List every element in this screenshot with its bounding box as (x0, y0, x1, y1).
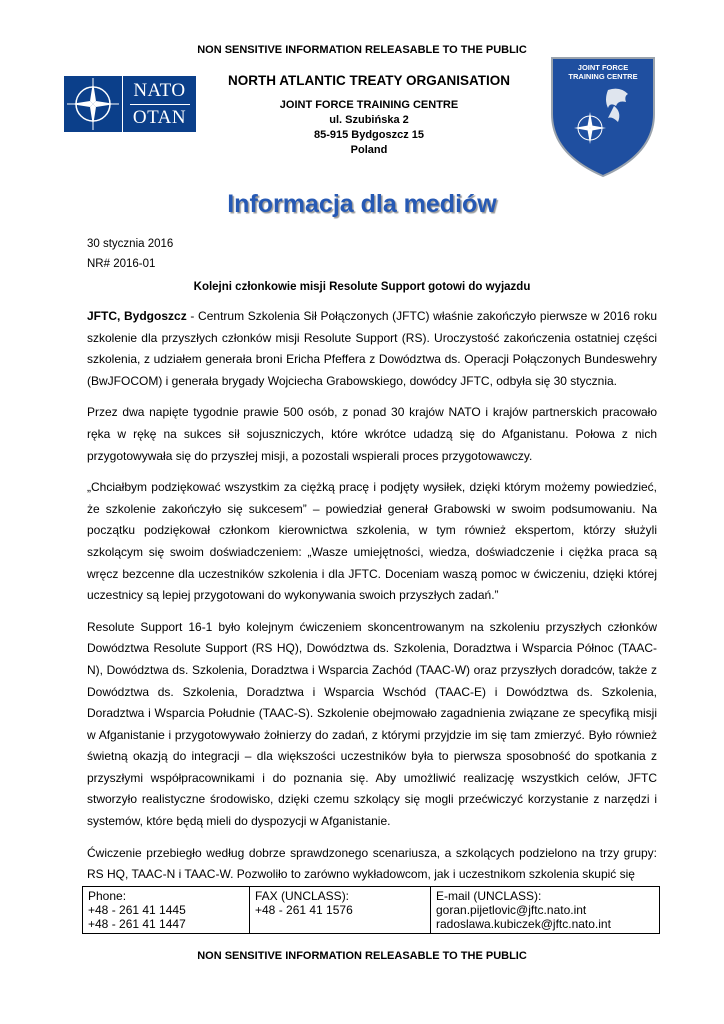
release-number: NR# 2016-01 (87, 258, 156, 270)
shield-text-line1: JOINT FORCE (577, 63, 629, 72)
nato-logo-text: NATO (133, 79, 186, 101)
paragraph-4: Resolute Support 16-1 było kolejnym ćwiczeniem skoncentrowanym na szkoleniu przyszłych członków Dowództwa Resolute Support (RS HQ), Dowództwa ds. Szkolenia, Doradztwa i Wsparcia Północ (TAAC-N), Dowództwa ds. Szkolenia, Doradztwa i Wsparcia Zachód (TAAC-W) oraz przyszłych doradców, także z Dowództwa ds. Szkolenia, Doradztwa i Wsparcia Wschód (TAAC-E) i Dowództwa ds. Szkolenia, Doradztwa i Wsparcia Południe (TAAC-S). Szkolenie obejmowało zagadnienia związane ze specyfiką misji w Afganistanie i przygotowywało żołnierzy do zadań, z którymi przyjdzie im się tam zmierzyć. Było również świetną okazją do integracji – dla większości uczestników była to pierwsza sposobność do spotkania z przyszłymi współpracownikami i do poznania się. Aby umożliwić realizację wszystkich celów, JFTC stworzyło realistyczne środowisko, dzięki czemu szkolący się mogli przećwiczyć korzystanie z narzędzi i systemów, które będą mieli do dyspozycji w Afganistanie. (87, 619, 657, 829)
phone-number-1: +48 - 261 41 1445 (88, 903, 186, 917)
fax-number: +48 - 261 41 1576 (255, 903, 353, 917)
paragraph-5: Ćwiczenie przebiegło według dobrze sprawdzonego scenariusza, a szkolących podzielono na trzy grupy: RS HQ, TAAC-N i TAAC-W. Pozwoliło to zarówno wykładowcom, jak i uczestnikom szkolenia skupić się (87, 845, 657, 882)
phone-cell (83, 887, 250, 934)
nato-logo (64, 76, 196, 132)
nato-compass-icon (64, 76, 122, 132)
address-block (200, 98, 538, 158)
document-title: Informacja dla mediów (227, 190, 497, 218)
classification-banner-top: NON SENSITIVE INFORMATION RELEASABLE TO THE PUBLIC (197, 44, 527, 56)
centre-name: JOINT FORCE TRAINING CENTRE (279, 99, 459, 111)
email-address-2: radoslawa.kubiczek@jftc.nato.int (436, 917, 611, 931)
fax-label: FAX (UNCLASS): (255, 889, 350, 903)
otan-logo-text: OTAN (132, 106, 187, 128)
shield-text-line2: TRAINING CENTRE (568, 72, 638, 81)
dateline: JFTC, Bydgoszcz (87, 309, 187, 323)
street-address: ul. Szubińska 2 (329, 114, 409, 126)
article-subtitle: Kolejni członkowie misji Resolute Support gotowi do wyjazdu (193, 281, 531, 293)
classification-banner-bottom: NON SENSITIVE INFORMATION RELEASABLE TO THE PUBLIC (197, 950, 527, 962)
phone-number-2: +48 - 261 41 1447 (88, 917, 186, 931)
paragraph-2: Przez dwa napięte tygodnie prawie 500 osób, z ponad 30 krajów NATO i krajów partnerskich pracowało ręka w rękę na sukces sił sojuszniczych, które wkrótce udadzą się do Afganistanu. Połowa z nich przygotowywała się do przyszłej misji, a pozostali wspierali proces przygotowawczy. (87, 405, 657, 463)
email-address-1: goran.pijetlovic@jftc.nato.int (436, 903, 587, 917)
fax-cell (250, 887, 431, 934)
country: Poland (350, 144, 388, 156)
jftc-shield-logo (548, 56, 658, 178)
contact-table (82, 886, 660, 934)
paragraph-1-text: - Centrum Szkolenia Sił Połączonych (JFTC) właśnie zakończyło pierwsze w 2016 roku szkolenie dla przyszłych członków misji Resolute Support (RS). Uroczystość zakończenia ostatniej części szkolenia, z udziałem generała broni Ericha Pfeffera z Dowództwa ds. Operacji Połączonych Bundeswehry (BwJFOCOM) i generała brygady Wojciecha Grabowskiego, dowódcy JFTC, odbyła się 30 stycznia. (87, 309, 657, 388)
article-body (87, 306, 657, 896)
paragraph-1 (87, 306, 657, 392)
release-date: 30 stycznia 2016 (87, 238, 174, 250)
email-cell (431, 887, 660, 934)
city-postcode: 85-915 Bydgoszcz 15 (313, 129, 425, 141)
organisation-name: NORTH ATLANTIC TREATY ORGANISATION (228, 73, 510, 88)
email-label: E-mail (UNCLASS): (436, 889, 542, 903)
phone-label: Phone: (88, 889, 127, 903)
paragraph-3: „Chciałbym podziękować wszystkim za ciężką pracę i podjęty wysiłek, dzięki którym możemy powiedzieć, że szkolenie zakończyło się sukcesem” – powiedział generał Grabowski w swoim podsumowaniu. Na początku podziękował członkom kierownictwa szkolenia, w tym również ekspertom, którzy służyli szkolącym się swoim doświadczeniem: „Wasze umiejętności, wiedza, doświadczenie i ciężka praca są wręcz bezcenne dla uczestników szkolenia i dla JFTC. Doceniam waszą pomoc w ćwiczeniu, dzięki której uczestnicy są lepiej przygotowani do wykonywania swoich przyszłych zadań.” (87, 480, 657, 603)
